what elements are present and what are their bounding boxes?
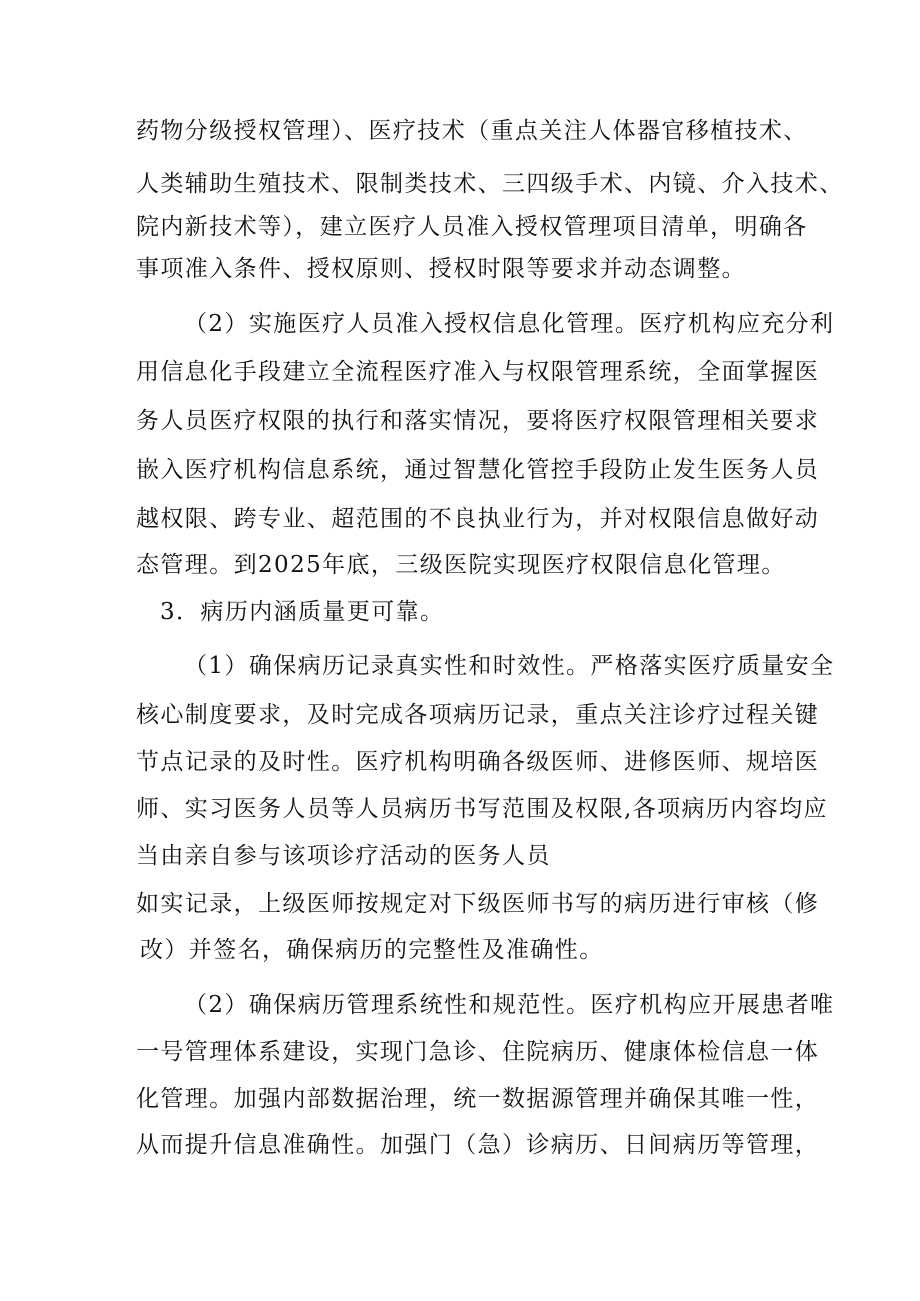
text-line: 嵌入医疗机构信息系统，通过智慧化管控手段防止发生医务人员	[136, 457, 820, 483]
section-heading: 3．病历内涵质量更可靠。	[160, 599, 445, 625]
paragraph-first-line: （1）确保病历记录真实性和时效性。严格落实医疗质量安全	[184, 653, 835, 679]
text-line: 如实记录，上级医师按规定对下级医师书写的病历进行审核（修	[136, 891, 820, 917]
text-line: 一号管理体系建设，实现门急诊、住院病历、健康体检信息一体	[136, 1039, 820, 1065]
text-line: 从而提升信息准确性。加强门（急）诊病历、日间病历等管理，	[136, 1132, 820, 1158]
text-line: 当由亲自参与该项诊疗活动的医务人员	[136, 843, 551, 869]
paragraph-first-line: （2）实施医疗人员准入授权信息化管理。医疗机构应充分利	[184, 311, 835, 337]
text-line: 药物分级授权管理）、医疗技术（重点关注人体器官移植技术、	[136, 118, 808, 144]
text-line: 改）并签名，确保病历的完整性及准确性。	[140, 937, 604, 963]
paragraph-first-line: （2）确保病历管理系统性和规范性。医疗机构应开展患者唯	[184, 992, 835, 1018]
text-line: 人类辅助生殖技术、限制类技术、三四级手术、内镜、介入技术、	[136, 171, 844, 197]
text-line: 越权限、跨专业、超范围的不良执业行为，并对权限信息做好动	[136, 506, 820, 532]
text-line: 师、实习医务人员等人员病历书写范围及权限,各项病历内容均应	[136, 796, 828, 822]
text-line: 院内新技术等），建立医疗人员准入授权管理项目清单，明确各	[136, 214, 808, 240]
text-line: 态管理。到2025年底，三级医院实现医疗权限信息化管理。	[136, 552, 786, 578]
text-line: 节点记录的及时性。医疗机构明确各级医师、进修医师、规培医	[136, 749, 820, 775]
text-line: 务人员医疗权限的执行和落实情况，要将医疗权限管理相关要求	[136, 408, 820, 434]
text-line: 事项准入条件、授权原则、授权时限等要求并动态调整。	[136, 256, 746, 282]
text-line: 核心制度要求，及时完成各项病历记录，重点关注诊疗过程关键	[136, 702, 820, 728]
text-line: 用信息化手段建立全流程医疗准入与权限管理系统，全面掌握医	[136, 359, 820, 385]
text-line: 化管理。加强内部数据治理，统一数据源管理并确保其唯一性，	[136, 1086, 820, 1112]
